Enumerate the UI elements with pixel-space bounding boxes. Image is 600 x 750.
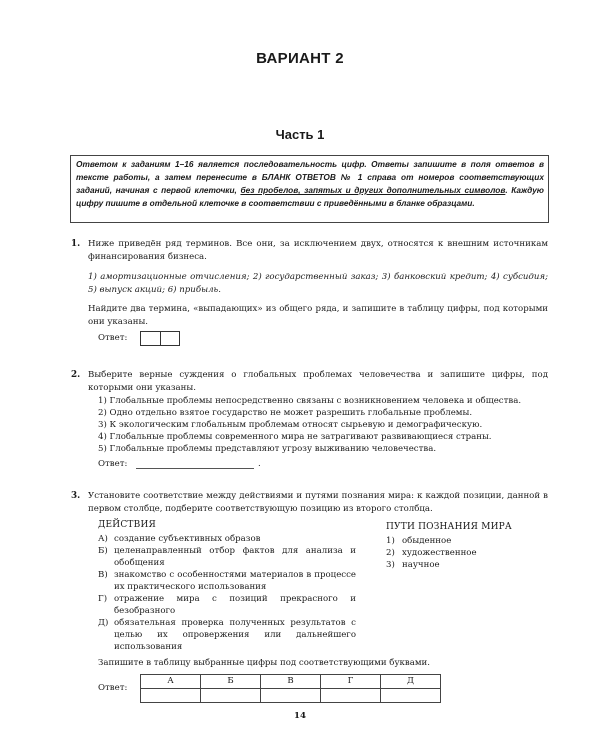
way-item: 3) научное [386,560,440,570]
question-2-answer-label: Ответ: [98,459,128,469]
answer-table-header: Д [381,675,441,689]
question-1-answer-label: Ответ: [98,333,128,343]
question-2-answer-field[interactable] [136,468,254,469]
answer-cell-1[interactable] [141,332,160,345]
ways-list [386,535,536,571]
instructions-box [70,155,549,223]
question-3-answer-table [140,674,441,703]
action-item: Б) целенаправленный отбор фактов для анализа и обобщения [98,546,356,568]
answer-table-header: Г [321,675,381,689]
question-1-prompt: Ниже приведён ряд терминов. Все они, за исключением двух, относятся к внешним источникам финансирования бизнеса. [88,239,548,262]
part-title: Часть 1 [275,127,325,142]
question-2-option: 3) К экологическим глобальным проблемам относят сырьевую и демографическую. [98,420,483,430]
answer-table-header: А [141,675,201,689]
question-2-option: 5) Глобальные проблемы представляют угрозу выживанию человечества. [98,444,437,454]
actions-column-heading: ДЕЙСТВИЯ [98,520,156,530]
answer-table-header: Б [201,675,261,689]
question-1-task: Найдите два термина, «выпадающих» из общего ряда, и запишите в таблицу цифры, под которыми они указаны. [88,304,548,327]
page-number: 14 [294,711,306,721]
action-item: Г) отражение мира с позиций прекрасного и безобразного [98,594,356,616]
question-2-option: 1) Глобальные проблемы непосредственно связаны с возникновением человека и общества. [98,396,522,406]
way-item: 1) обыденное [386,536,452,546]
question-1-answer-cells[interactable] [140,331,180,346]
question-3-number: 3. [71,491,81,501]
answer-table-cell[interactable] [381,689,441,703]
actions-list [98,533,356,653]
question-2-option: 4) Глобальные проблемы современного мира не затрагивают развивающиеся страны. [98,432,492,442]
question-1-number: 1. [71,239,81,249]
instructions-text-end: . Каждую цифру пишите в отдельной клеточке в соответствии с приведёнными в бланке образцами. [76,185,544,208]
question-3-table-instruction: Запишите в таблицу выбранные цифры под соответствующими буквами. [98,658,431,668]
action-item: А) создание субъективных образов [98,534,261,544]
answer-table-cell[interactable] [141,689,201,703]
question-2-option: 2) Одно отдельно взятое государство не может разрешить глобальные проблемы. [98,408,473,418]
answer-table-cell[interactable] [321,689,381,703]
question-1-terms: 1) амортизационные отчисления; 2) государственный заказ; 3) банковский кредит; 4) субсидия; 5) выпуск акций; 6) прибыль. [88,272,548,295]
question-2-options [98,395,521,455]
answer-table-value-row [141,689,441,703]
question-3-prompt: Установите соответствие между действиями и путями познания мира: к каждой позиции, данной в первом столбце, подберите соответствующую позицию из второго столбца. [88,491,548,514]
question-2-number: 2. [71,370,81,380]
ways-column-heading: ПУТИ ПОЗНАНИЯ МИРА [386,522,512,532]
instructions-text: Ответом к заданиям 1–16 является последовательность цифр. Ответы запишите в поля ответов в тексте работы, а затем перенесите в БЛАНК ОТВЕТОВ № 1 справа от номеров соответствующих заданий, начиная с первой клеточки, [76,159,544,195]
action-item: В) знакомство с особенностями материалов в процессе их практического использования [98,570,356,592]
answer-cell-2[interactable] [160,332,180,345]
question-2-prompt: Выберите верные суждения о глобальных проблемах человечества и запишите цифры, под которыми они указаны. [88,370,548,393]
instructions-underlined: без пробелов, запятых и других дополнительных символов [240,185,506,195]
variant-title: ВАРИАНТ 2 [256,50,344,67]
answer-table-header: В [261,675,321,689]
question-2-answer-suffix: . [258,459,261,469]
way-item: 2) художественное [386,548,477,558]
answer-table-header-row [141,675,441,689]
question-3-answer-label: Ответ: [98,683,128,693]
answer-table-cell[interactable] [201,689,261,703]
action-item: Д) обязательная проверка полученных результатов с целью их опровержения или дальнейшего использования [98,618,356,652]
answer-table-cell[interactable] [261,689,321,703]
